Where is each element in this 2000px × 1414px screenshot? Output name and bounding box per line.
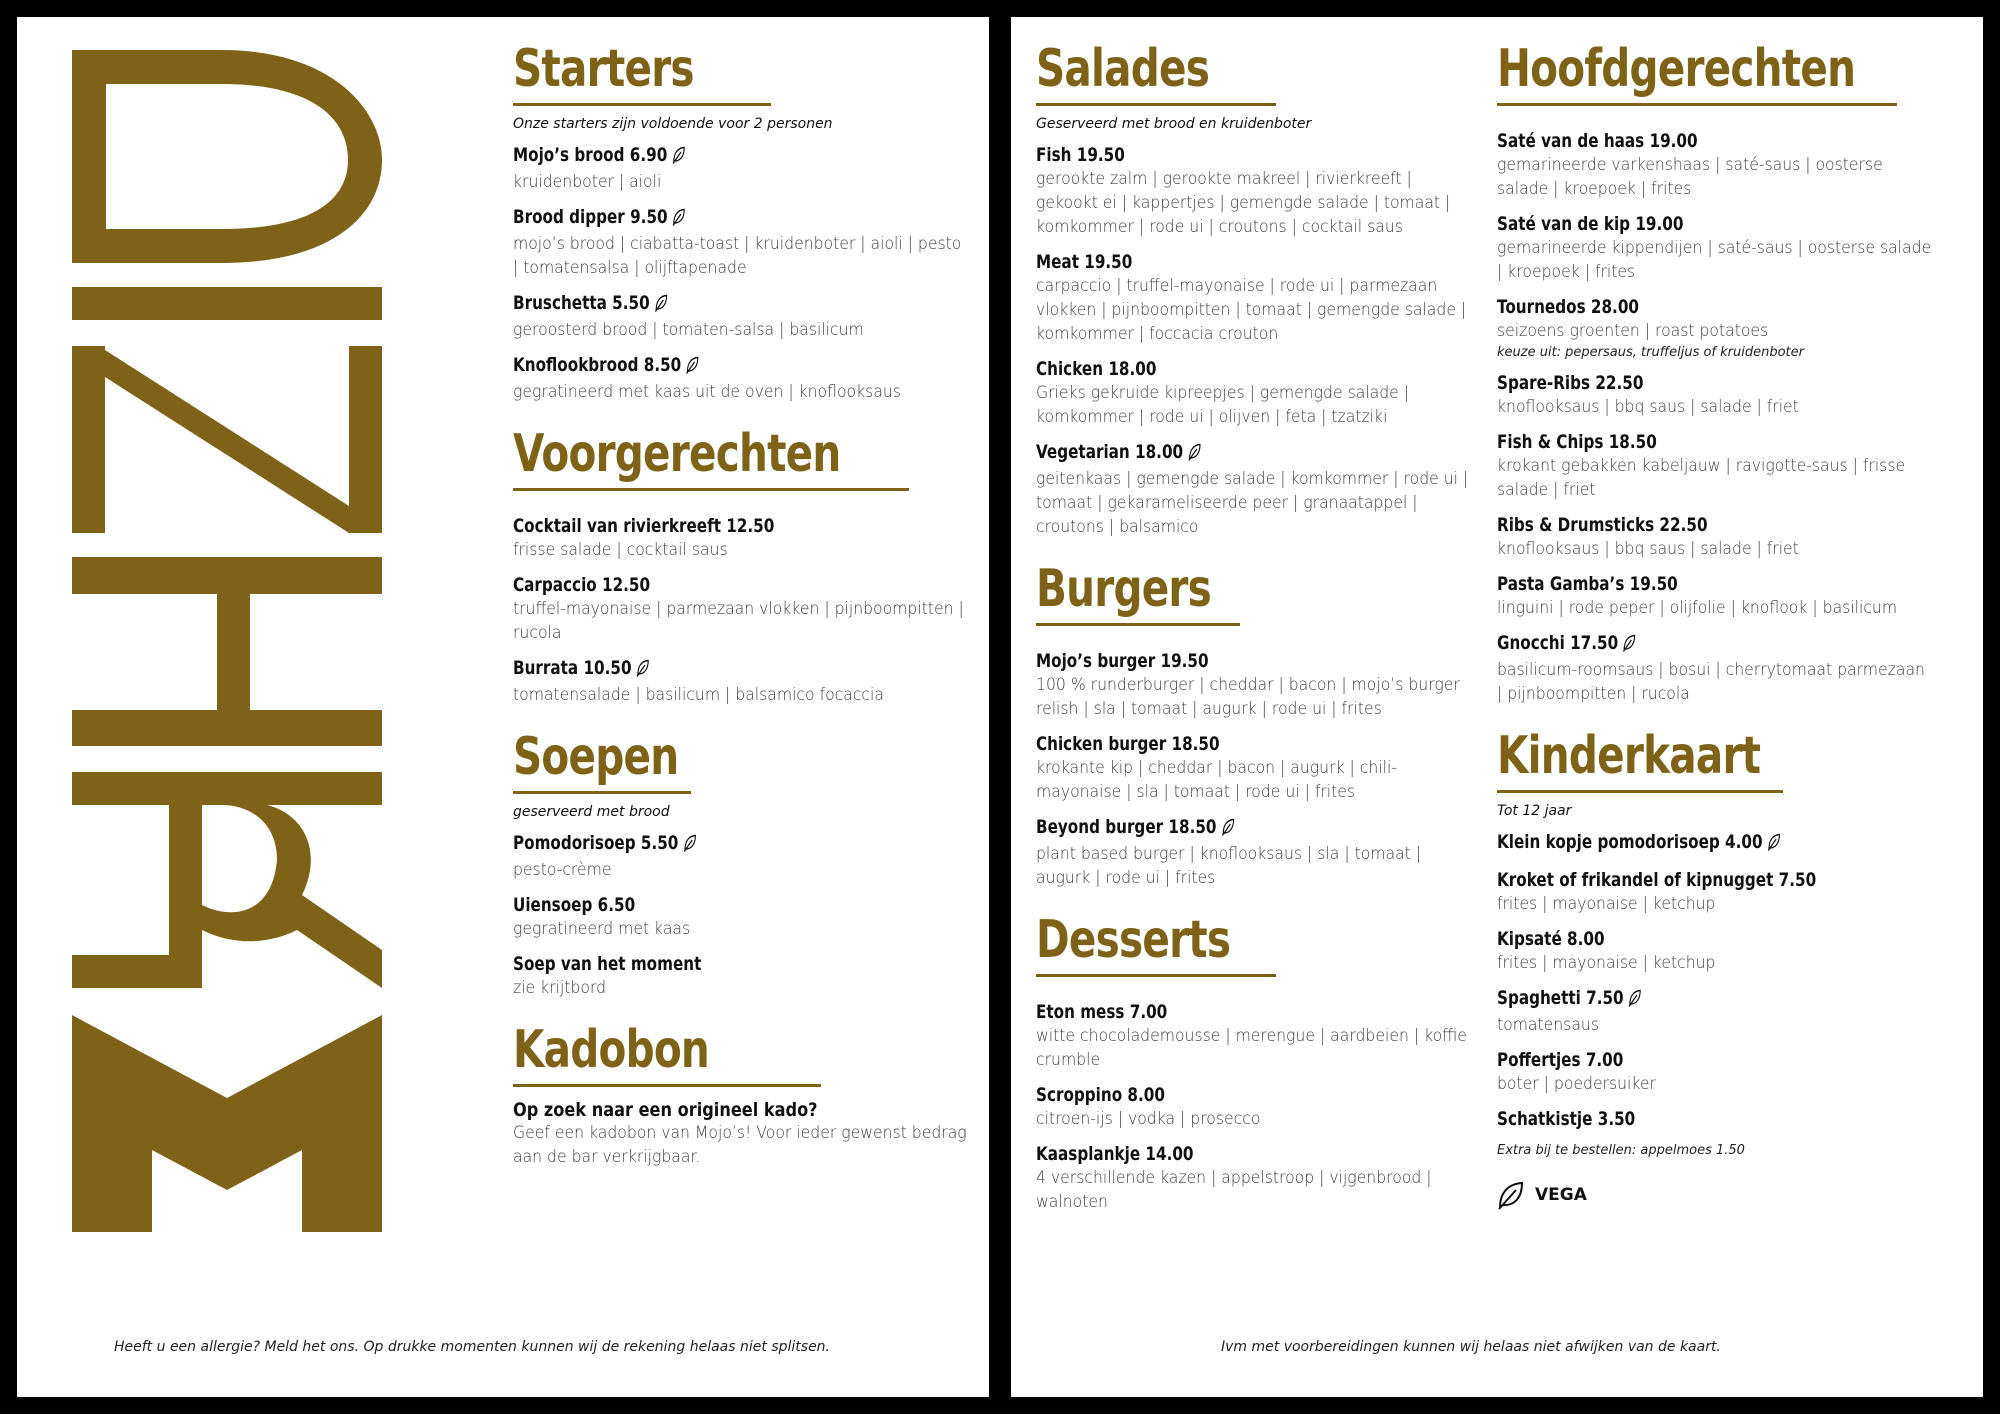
vega-legend xyxy=(1497,1180,1937,1210)
menu-item-name xyxy=(1497,572,1678,596)
menu-item-description: gegratineerd met kaas uit de oven | knoflooksaus xyxy=(513,382,901,402)
leaf-icon xyxy=(1497,1180,1525,1210)
menu-item xyxy=(1497,572,1937,620)
menu-item xyxy=(513,831,973,882)
menu-item-name-text: Poffertjes 7.00 xyxy=(1497,1049,1624,1071)
menu-item xyxy=(1036,1000,1476,1072)
menu-item-description: tomatensalade | basilicum | balsamico focaccia xyxy=(513,685,884,705)
menu-item-description: mojo’s brood | ciabatta-toast | kruidenboter | aioli | pesto | tomatensalsa | olijftapenade xyxy=(513,234,962,278)
item-list xyxy=(513,143,973,404)
menu-item-name-text: Chicken 18.00 xyxy=(1036,358,1157,380)
menu-item xyxy=(1036,143,1476,239)
menu-item xyxy=(513,514,973,562)
menu-item-name xyxy=(513,291,667,318)
menu-item-description: krokante kip | cheddar | bacon | augurk | chili-mayonaise | sla | tomaat | rode ui | frites xyxy=(1036,758,1397,802)
item-list xyxy=(513,831,973,1000)
menu-item-name-text: Eton mess 7.00 xyxy=(1036,1001,1168,1023)
right-menu-column-1 xyxy=(1036,37,1476,1214)
leaf-icon xyxy=(1623,634,1636,658)
menu-item-description: boter | poedersuiker xyxy=(1497,1074,1656,1094)
menu-item-name xyxy=(1036,732,1220,756)
section-subtitle: geserveerd met brood xyxy=(513,804,670,820)
menu-item-name xyxy=(513,353,699,380)
menu-item-name xyxy=(1497,129,1698,153)
leaf-icon xyxy=(686,356,699,380)
menu-item-name-text: Cocktail van rivierkreeft 12.50 xyxy=(513,515,775,537)
menu-item xyxy=(1497,295,1937,360)
menu-item-description: tomatensaus xyxy=(1497,1015,1599,1035)
menu-item-name xyxy=(513,205,685,232)
kitchen-footer-note: Ivm met voorbereidingen kunnen wij helaas niet afwijken van de kaart. xyxy=(1221,1339,1721,1355)
section-divider xyxy=(1497,790,1783,793)
item-list xyxy=(1036,143,1476,539)
item-list xyxy=(1036,1000,1476,1214)
leaf-icon xyxy=(636,659,649,683)
menu-item-description: geroosterd brood | tomaten-salsa | basilicum xyxy=(513,320,864,340)
menu-item-name xyxy=(1036,440,1201,467)
menu-item xyxy=(1036,357,1476,429)
menu-item-name xyxy=(1036,1142,1194,1166)
menu-item-name-text: Kroket of frikandel of kipnugget 7.50 xyxy=(1497,869,1817,891)
menu-item-name-text: Pomodorisoep 5.50 xyxy=(513,832,679,854)
leaf-icon xyxy=(672,208,685,232)
menu-item-name xyxy=(1497,986,1641,1013)
section-divider xyxy=(513,1084,821,1087)
menu-item-description: gemarineerde kippendijen | saté-saus | oosterse salade | kroepoek | frites xyxy=(1497,238,1932,282)
left-menu-column xyxy=(513,37,973,1169)
section-title: Kadobon xyxy=(513,1020,710,1080)
menu-item-name xyxy=(1036,143,1125,167)
menu-item-description: 100 % runderburger | cheddar | bacon | mojo’s burger relish | sla | tomaat | augurk | rode ui | frites xyxy=(1036,675,1460,719)
section-divider xyxy=(513,103,771,106)
menu-item-description: kruidenboter | aioli xyxy=(513,172,662,192)
kadobon-section xyxy=(513,1018,973,1169)
menu-item-description: frisse salade | cocktail saus xyxy=(513,540,728,560)
menu-item-description: zie krijtbord xyxy=(513,978,607,998)
menu-item-name-text: Ribs & Drumsticks 22.50 xyxy=(1497,514,1708,536)
menu-item-name xyxy=(513,656,649,683)
menu-item-name-text: Gnocchi 17.50 xyxy=(1497,632,1619,654)
menu-item xyxy=(1497,430,1937,502)
menu-item-name-text: Uiensoep 6.50 xyxy=(513,894,636,916)
menu-item-name xyxy=(513,143,685,170)
menu-item xyxy=(1497,830,1937,857)
menu-item-description: knoflooksaus | bbq saus | salade | friet xyxy=(1497,539,1799,559)
menu-item-description: krokant gebakken kabeljauw | ravigotte-saus | frisse salade | friet xyxy=(1497,456,1906,500)
menu-item-description: seizoens groenten | roast potatoes xyxy=(1497,321,1769,341)
menu-item-name xyxy=(513,573,650,597)
menu-item-description: citroen-ijs | vodka | prosecco xyxy=(1036,1109,1261,1129)
menu-item-name-text: Mojo’s brood 6.90 xyxy=(513,144,668,166)
menu-item-name-text: Pasta Gamba’s 19.50 xyxy=(1497,573,1678,595)
section-title: Starters xyxy=(513,39,694,99)
menu-item-description: truffel-mayonaise | parmezaan vlokken | pijnboompitten | rucola xyxy=(513,599,964,643)
menu-item-name-text: Saté van de kip 19.00 xyxy=(1497,213,1684,235)
menu-item-name xyxy=(1036,815,1234,842)
menu-item-name xyxy=(513,514,774,538)
menu-item-description: gemarineerde varkenshaas | saté-saus | oosterse salade | kroepoek | frites xyxy=(1497,155,1883,199)
burgers-section xyxy=(1036,557,1476,890)
hoofdgerechten-section xyxy=(1497,37,1937,706)
menu-item-name-text: Spaghetti 7.50 xyxy=(1497,987,1624,1009)
menu-item-name-text: Scroppino 8.00 xyxy=(1036,1084,1165,1106)
menu-item-name xyxy=(1497,868,1816,892)
menu-item-name xyxy=(513,831,696,858)
menu-item-description: basilicum-roomsaus | bosui | cherrytomaat parmezaan | pijnboompitten | rucola xyxy=(1497,660,1925,704)
menu-item xyxy=(1036,1142,1476,1214)
menu-item-description: gegratineerd met kaas xyxy=(513,919,691,939)
item-list xyxy=(1497,129,1937,706)
menu-item-name-text: Meat 19.50 xyxy=(1036,251,1133,273)
menu-item-name xyxy=(1497,1107,1635,1131)
menu-item-name-text: Kipsaté 8.00 xyxy=(1497,928,1605,950)
section-title: Soepen xyxy=(513,727,679,787)
section-title: Hoofdgerechten xyxy=(1497,39,1856,99)
menu-item xyxy=(513,205,973,280)
leaf-icon xyxy=(1628,989,1641,1013)
menu-item-description: plant based burger | knoflooksaus | sla | tomaat | augurk | rode ui | frites xyxy=(1036,844,1422,888)
menu-item-name xyxy=(1036,250,1132,274)
voorgerechten-section xyxy=(513,422,973,707)
menu-item xyxy=(513,656,973,707)
menu-item-name xyxy=(1036,1083,1165,1107)
section-title: Kinderkaart xyxy=(1497,726,1761,786)
menu-item-name xyxy=(1497,513,1708,537)
menu-item xyxy=(1497,1048,1937,1096)
menu-item-name-text: Spare-Ribs 22.50 xyxy=(1497,372,1644,394)
menu-item xyxy=(1036,649,1476,721)
menu-item-description: frites | mayonaise | ketchup xyxy=(1497,953,1716,973)
menu-item-name-text: Bruschetta 5.50 xyxy=(513,292,650,314)
section-title: Voorgerechten xyxy=(513,424,841,484)
menu-item xyxy=(1036,815,1476,890)
menu-item-note: keuze uit: pepersaus, truffeljus of kruidenboter xyxy=(1497,345,1804,360)
menu-item-name-text: Kaasplankje 14.00 xyxy=(1036,1143,1194,1165)
desserts-section xyxy=(1036,908,1476,1214)
menu-item xyxy=(1497,1107,1937,1131)
menu-item-description: frites | mayonaise | ketchup xyxy=(1497,894,1716,914)
section-subtitle: Geserveerd met brood en kruidenboter xyxy=(1036,116,1312,132)
menu-item-name-text: Mojo’s burger 19.50 xyxy=(1036,650,1209,672)
item-list xyxy=(513,514,973,707)
menu-item-name-text: Fish & Chips 18.50 xyxy=(1497,431,1657,453)
menu-item-name-text: Chicken burger 18.50 xyxy=(1036,733,1220,755)
menu-item xyxy=(513,893,973,941)
leaf-icon xyxy=(1221,818,1234,842)
menu-item-name xyxy=(1497,631,1636,658)
salades-section xyxy=(1036,37,1476,539)
menu-item-description: geitenkaas | gemengde salade | komkommer | rode ui | tomaat | gekarameliseerde peer | granaatappel | croutons | balsamico xyxy=(1036,469,1469,537)
starters-section xyxy=(513,37,973,404)
menu-item xyxy=(513,291,973,342)
menu-item-name xyxy=(1497,927,1605,951)
leaf-icon xyxy=(672,146,685,170)
menu-page-right xyxy=(1011,17,1983,1397)
section-subtitle: Tot 12 jaar xyxy=(1497,803,1572,819)
menu-item-description: witte chocolademousse | merengue | aardbeien | koffie crumble xyxy=(1036,1026,1467,1070)
menu-item xyxy=(1036,732,1476,804)
menu-item xyxy=(1497,513,1937,561)
leaf-icon xyxy=(654,294,667,318)
section-title: Burgers xyxy=(1036,559,1212,619)
menu-item-name xyxy=(1497,830,1780,857)
allergy-footer-note: Heeft u een allergie? Meld het ons. Op drukke momenten kunnen wij de rekening helaas niet splitsen. xyxy=(114,1339,831,1355)
menu-item-name xyxy=(1036,649,1209,673)
menu-item xyxy=(1497,129,1937,201)
menu-item-name-text: Brood dipper 9.50 xyxy=(513,206,668,228)
menu-item-name-text: Soep van het moment xyxy=(513,953,702,975)
menu-item xyxy=(1036,1083,1476,1131)
kinderkaart-section xyxy=(1497,724,1937,1158)
menu-item-name-text: Burrata 10.50 xyxy=(513,657,632,679)
menu-item-name xyxy=(1036,1000,1167,1024)
item-list xyxy=(1497,830,1937,1131)
menu-item-name-text: Fish 19.50 xyxy=(1036,144,1125,166)
menu-item xyxy=(513,143,973,194)
menu-item xyxy=(1497,631,1937,706)
menu-item xyxy=(1036,440,1476,539)
menu-item xyxy=(1036,250,1476,346)
menu-item xyxy=(513,353,973,404)
menu-item-name xyxy=(1497,1048,1623,1072)
kadobon-text: Geef een kadobon van Mojo’s! Voor ieder gewenst bedrag aan de bar verkrijgbaar. xyxy=(513,1123,967,1167)
menu-page-left xyxy=(17,17,989,1397)
menu-item-description: 4 verschillende kazen | appelstroop | vijgenbrood | walnoten xyxy=(1036,1168,1432,1212)
menu-item xyxy=(513,573,973,645)
kadobon-question: Op zoek naar een origineel kado? xyxy=(513,1099,818,1121)
menu-item-name xyxy=(1497,212,1683,236)
menu-item-name xyxy=(1497,430,1657,454)
menu-item-name-text: Vegetarian 18.00 xyxy=(1036,441,1184,463)
section-subtitle: Onze starters zijn voldoende voor 2 personen xyxy=(513,116,833,132)
menu-item xyxy=(1497,212,1937,284)
menu-item-name xyxy=(513,952,701,976)
vega-legend-label: VEGA xyxy=(1535,1185,1587,1205)
menu-item-name-text: Beyond burger 18.50 xyxy=(1036,816,1217,838)
menu-item-description: knoflooksaus | bbq saus | salade | friet xyxy=(1497,397,1799,417)
menu-item-name-text: Schatkistje 3.50 xyxy=(1497,1108,1636,1130)
menu-item-description: carpaccio | truffel-mayonaise | rode ui | parmezaan vlokken | pijnboompitten | tomaat | gemengde salade | komkommer | foccacia crouton xyxy=(1036,276,1467,344)
menu-item xyxy=(1497,371,1937,419)
item-list xyxy=(1036,649,1476,890)
menu-item-description: pesto-crème xyxy=(513,860,612,880)
leaf-icon xyxy=(683,834,696,858)
menu-item-name-text: Carpaccio 12.50 xyxy=(513,574,651,596)
diner-vertical-logo xyxy=(72,50,382,1232)
menu-item xyxy=(1497,868,1937,916)
menu-item-name-text: Klein kopje pomodorisoep 4.00 xyxy=(1497,831,1763,853)
right-menu-column-2 xyxy=(1497,37,1937,1210)
menu-item-name-text: Knoflookbrood 8.50 xyxy=(513,354,682,376)
menu-item xyxy=(1497,986,1937,1037)
leaf-icon xyxy=(1188,443,1201,467)
menu-item-description: gerookte zalm | gerookte makreel | rivierkreeft | gekookt ei | kappertjes | gemengde salade | tomaat | komkommer | rode ui | croutons | cocktail saus xyxy=(1036,169,1451,237)
menu-item-description: linguini | rode peper | olijfolie | knoflook | basilicum xyxy=(1497,598,1898,618)
leaf-icon xyxy=(1767,833,1780,857)
menu-item-description: Grieks gekruide kipreepjes | gemengde salade | komkommer | rode ui | olijven | feta | tzatziki xyxy=(1036,383,1410,427)
section-title: Salades xyxy=(1036,39,1210,99)
section-divider xyxy=(1036,103,1276,106)
kinderkaart-extra-note: Extra bij te bestellen: appelmoes 1.50 xyxy=(1497,1143,1745,1158)
menu-item-name xyxy=(1497,371,1643,395)
menu-item-name xyxy=(1497,295,1639,319)
soepen-section xyxy=(513,725,973,1000)
menu-item-name-text: Tournedos 28.00 xyxy=(1497,296,1639,318)
menu-item-name-text: Saté van de haas 19.00 xyxy=(1497,130,1698,152)
section-divider xyxy=(513,791,691,794)
menu-item xyxy=(1497,927,1937,975)
menu-item-name xyxy=(1036,357,1156,381)
section-title: Desserts xyxy=(1036,910,1231,970)
menu-item xyxy=(513,952,973,1000)
menu-item-name xyxy=(513,893,635,917)
